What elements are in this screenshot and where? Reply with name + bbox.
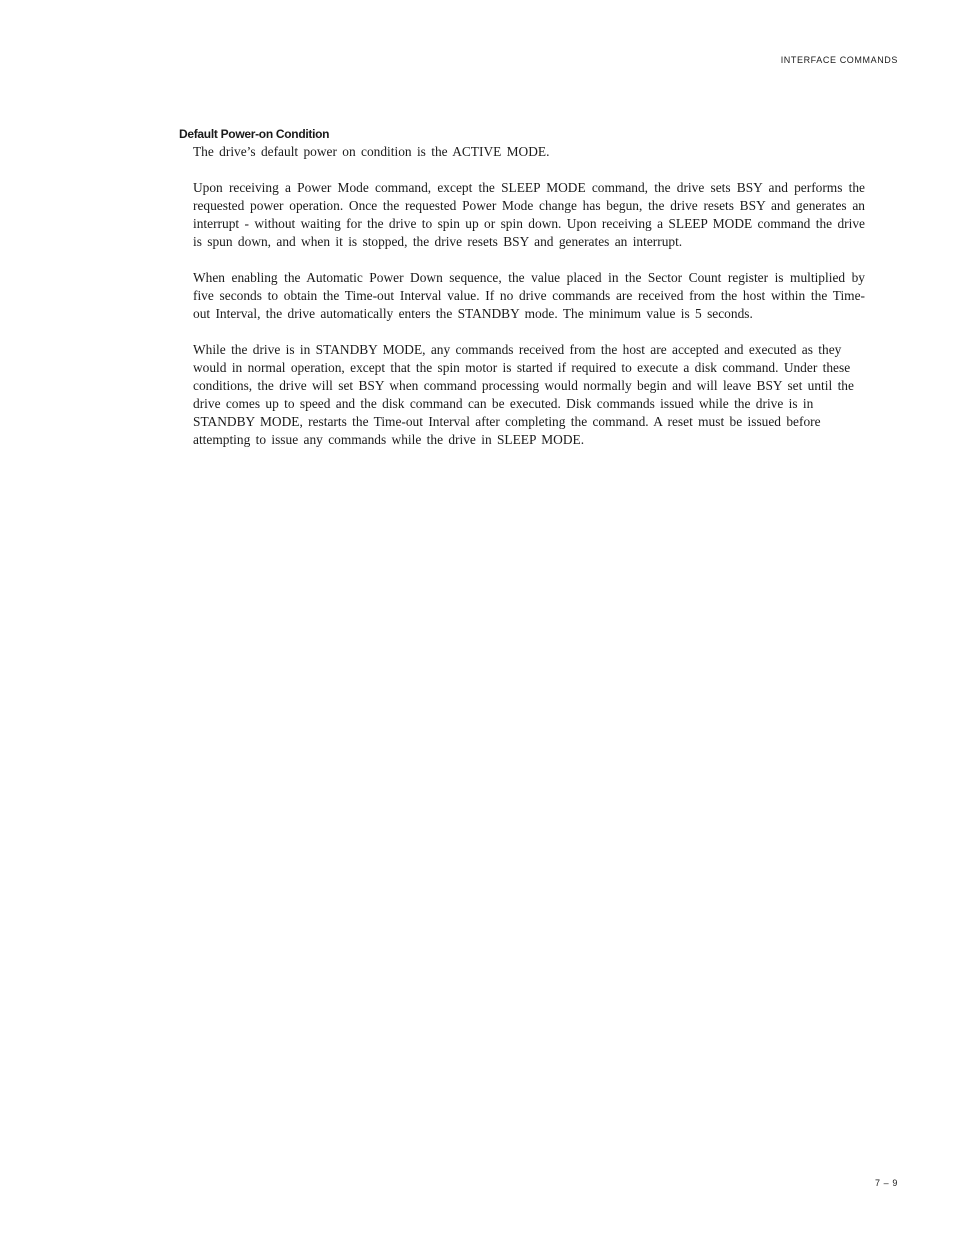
- running-header: INTERFACE COMMANDS: [780, 55, 898, 65]
- paragraph-automatic-power-down: When enabling the Automatic Power Down sequence, the value placed in the Sector Count register is multiplied by five seconds to obtain the Time-out Interval value. If no drive commands are received from the host within the Time-out Interval, the drive automatically enters the STANDBY mode. The minimum value is 5 seconds.: [193, 270, 865, 321]
- page-number: 7 – 9: [874, 1178, 898, 1188]
- section-body: [193, 143, 865, 467]
- section-heading: Default Power-on Condition: [179, 127, 330, 141]
- paragraph-default-condition: The drive’s default power on condition is the ACTIVE MODE.: [193, 144, 550, 159]
- paragraph-power-mode-command: Upon receiving a Power Mode command, except the SLEEP MODE command, the drive sets BSY and performs the requested power operation. Once the requested Power Mode change has begun, the drive resets BSY and generates an interrupt - without waiting for the drive to spin up or spin down. Upon receiving a SLEEP MODE command the drive is spun down, and when it is stopped, the drive resets BSY and generates an interrupt.: [193, 180, 865, 249]
- paragraph-standby-mode: While the drive is in STANDBY MODE, any commands received from the host are accepted and executed as they would in normal operation, except that the spin motor is started if required to execute a disk command. Under these conditions, the drive will set BSY when command processing would normally begin and will leave BSY set until the drive comes up to speed and the disk command can be executed. Disk commands issued while the drive is in STANDBY MODE, restarts the Time-out Interval after completing the command. A reset must be issued before attempting to issue any commands while the drive in SLEEP MODE.: [193, 342, 854, 447]
